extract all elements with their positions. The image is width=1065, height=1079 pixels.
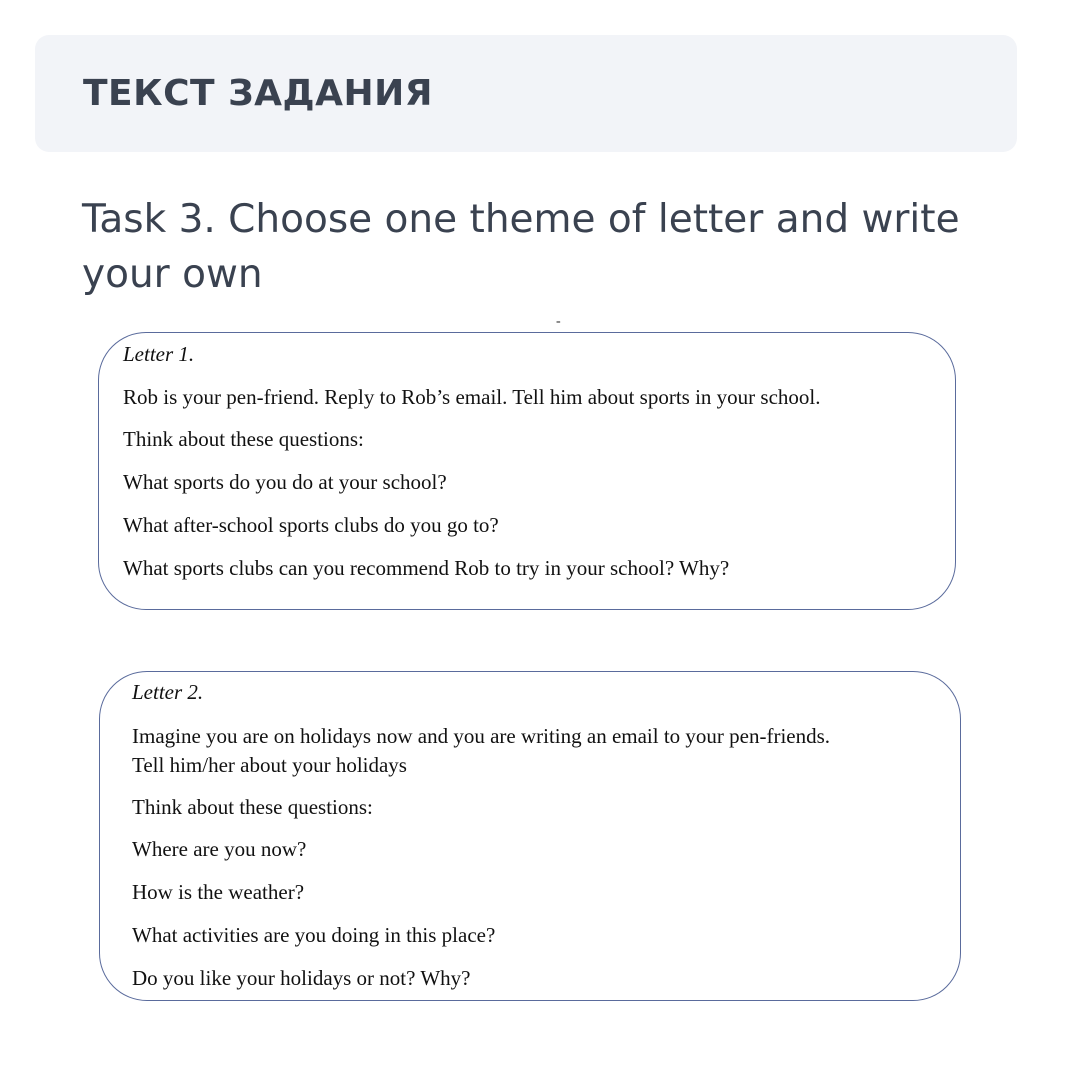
letter-line: What activities are you doing in this place?: [132, 923, 496, 947]
letter-line: What sports do you do at your school?: [123, 470, 447, 494]
letter-heading: Letter 1.: [123, 342, 195, 366]
task-header-title: ТЕКСТ ЗАДАНИЯ: [83, 73, 433, 114]
letter-line: Think about these questions:: [123, 427, 364, 451]
task-header-panel: [35, 35, 1017, 152]
letter-line: How is the weather?: [132, 880, 305, 904]
letter-line: Imagine you are on holidays now and you are writing an email to your pen-friends.: [132, 724, 831, 748]
task-description: Task 3. Choose one theme of letter and write your own: [82, 197, 960, 297]
letter-line: Rob is your pen-friend. Reply to Rob’s email. Tell him about sports in your school.: [123, 385, 821, 409]
letter-line: Where are you now?: [132, 837, 307, 861]
letter-line: What after-school sports clubs do you go to?: [123, 513, 499, 537]
letter-line: What sports clubs can you recommend Rob to try in your school? Why?: [123, 556, 730, 580]
letter-heading: Letter 2.: [132, 680, 204, 704]
letter-card-1: [98, 332, 956, 610]
stray-mark: -: [556, 314, 561, 329]
letter-line: Tell him/her about your holidays: [132, 753, 407, 777]
letter-line: Think about these questions:: [132, 795, 373, 819]
letter-card-2: [99, 671, 961, 1001]
letter-line: Do you like your holidays or not? Why?: [132, 966, 471, 990]
